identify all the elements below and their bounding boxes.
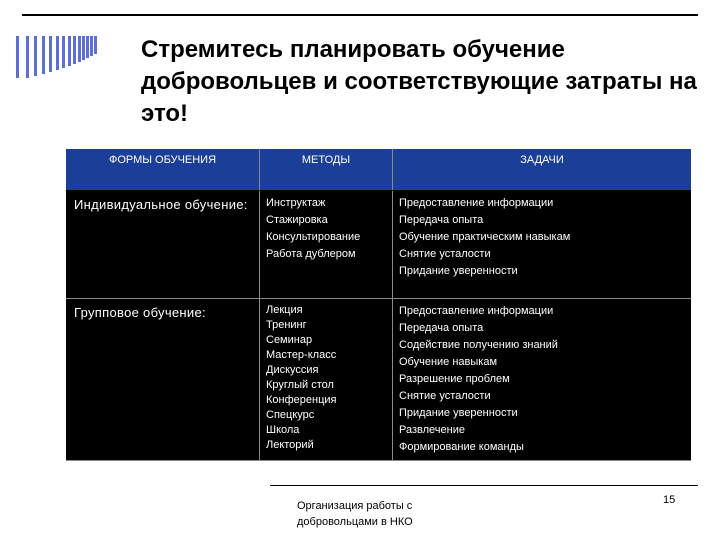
tasks-list (393, 299, 691, 456)
list-item: Предоставление информации (399, 305, 554, 317)
stripe (68, 36, 71, 66)
table-row-group (66, 299, 691, 461)
list-item: Лекция (266, 304, 303, 316)
list-item: Консультирование (266, 231, 361, 243)
list-item: Разрешение проблем (399, 373, 510, 385)
list-item: Передача опыта (399, 214, 484, 226)
header-forms: ФОРМЫ ОБУЧЕНИЯ (66, 149, 260, 191)
list-item: Снятие усталости (399, 248, 491, 260)
table-row-individual (66, 191, 691, 299)
list-item: Передача опыта (399, 322, 484, 334)
list-item: Инструктаж (266, 197, 326, 209)
slide-title: Стремитесь планировать обучение добровольцев и соответствующие затраты на это! (141, 36, 697, 127)
list-item: Обучение практическим навыкам (399, 231, 571, 243)
methods-list (260, 191, 392, 263)
header-tasks: ЗАДАЧИ (393, 149, 692, 191)
list-item: Работа дублером (266, 248, 356, 260)
decorative-stripes (16, 36, 126, 78)
stripe (82, 36, 85, 60)
stripe (26, 36, 29, 78)
list-item: Стажировка (266, 214, 328, 226)
tasks-cell (393, 191, 692, 299)
list-item: Конференция (266, 394, 337, 406)
list-item: Придание уверенности (399, 407, 518, 419)
list-item: Снятие усталости (399, 390, 491, 402)
page-number: 15 (663, 494, 676, 506)
methods-list (260, 299, 392, 453)
methods-cell (260, 191, 393, 299)
stripe (86, 36, 89, 58)
top-rule (22, 14, 698, 16)
tasks-list (393, 191, 691, 280)
list-item: Лекторий (266, 439, 314, 451)
list-item: Семинар (266, 334, 313, 346)
stripe (56, 36, 59, 70)
list-item: Развлечение (399, 424, 465, 436)
tasks-cell (393, 299, 692, 461)
form-cell: Групповое обучение: (66, 299, 260, 461)
list-item: Круглый стол (266, 379, 334, 391)
list-item: Спецкурс (266, 409, 315, 421)
list-item: Мастер-класс (266, 349, 337, 361)
list-item: Содействие получению знаний (399, 339, 558, 351)
list-item: Предоставление информации (399, 197, 554, 209)
form-cell: Индивидуальное обучение: (66, 191, 260, 299)
footer-caption: Организация работы с добровольцами в НКО (297, 500, 413, 528)
training-table (66, 149, 691, 461)
stripe (94, 36, 97, 54)
stripe (42, 36, 45, 74)
footer-rule (270, 485, 698, 486)
methods-cell (260, 299, 393, 461)
table-header-row (66, 149, 691, 191)
header-methods: МЕТОДЫ (260, 149, 393, 191)
stripe (78, 36, 81, 62)
stripe (49, 36, 52, 72)
list-item: Тренинг (266, 319, 307, 331)
list-item: Дискуссия (266, 364, 319, 376)
list-item: Придание уверенности (399, 265, 518, 277)
stripe (73, 36, 76, 64)
stripe (62, 36, 65, 68)
list-item: Обучение навыкам (399, 356, 498, 368)
stripe (34, 36, 37, 76)
stripe (90, 36, 93, 56)
stripe (16, 36, 19, 78)
list-item: Школа (266, 424, 300, 436)
list-item: Формирование команды (399, 441, 524, 453)
